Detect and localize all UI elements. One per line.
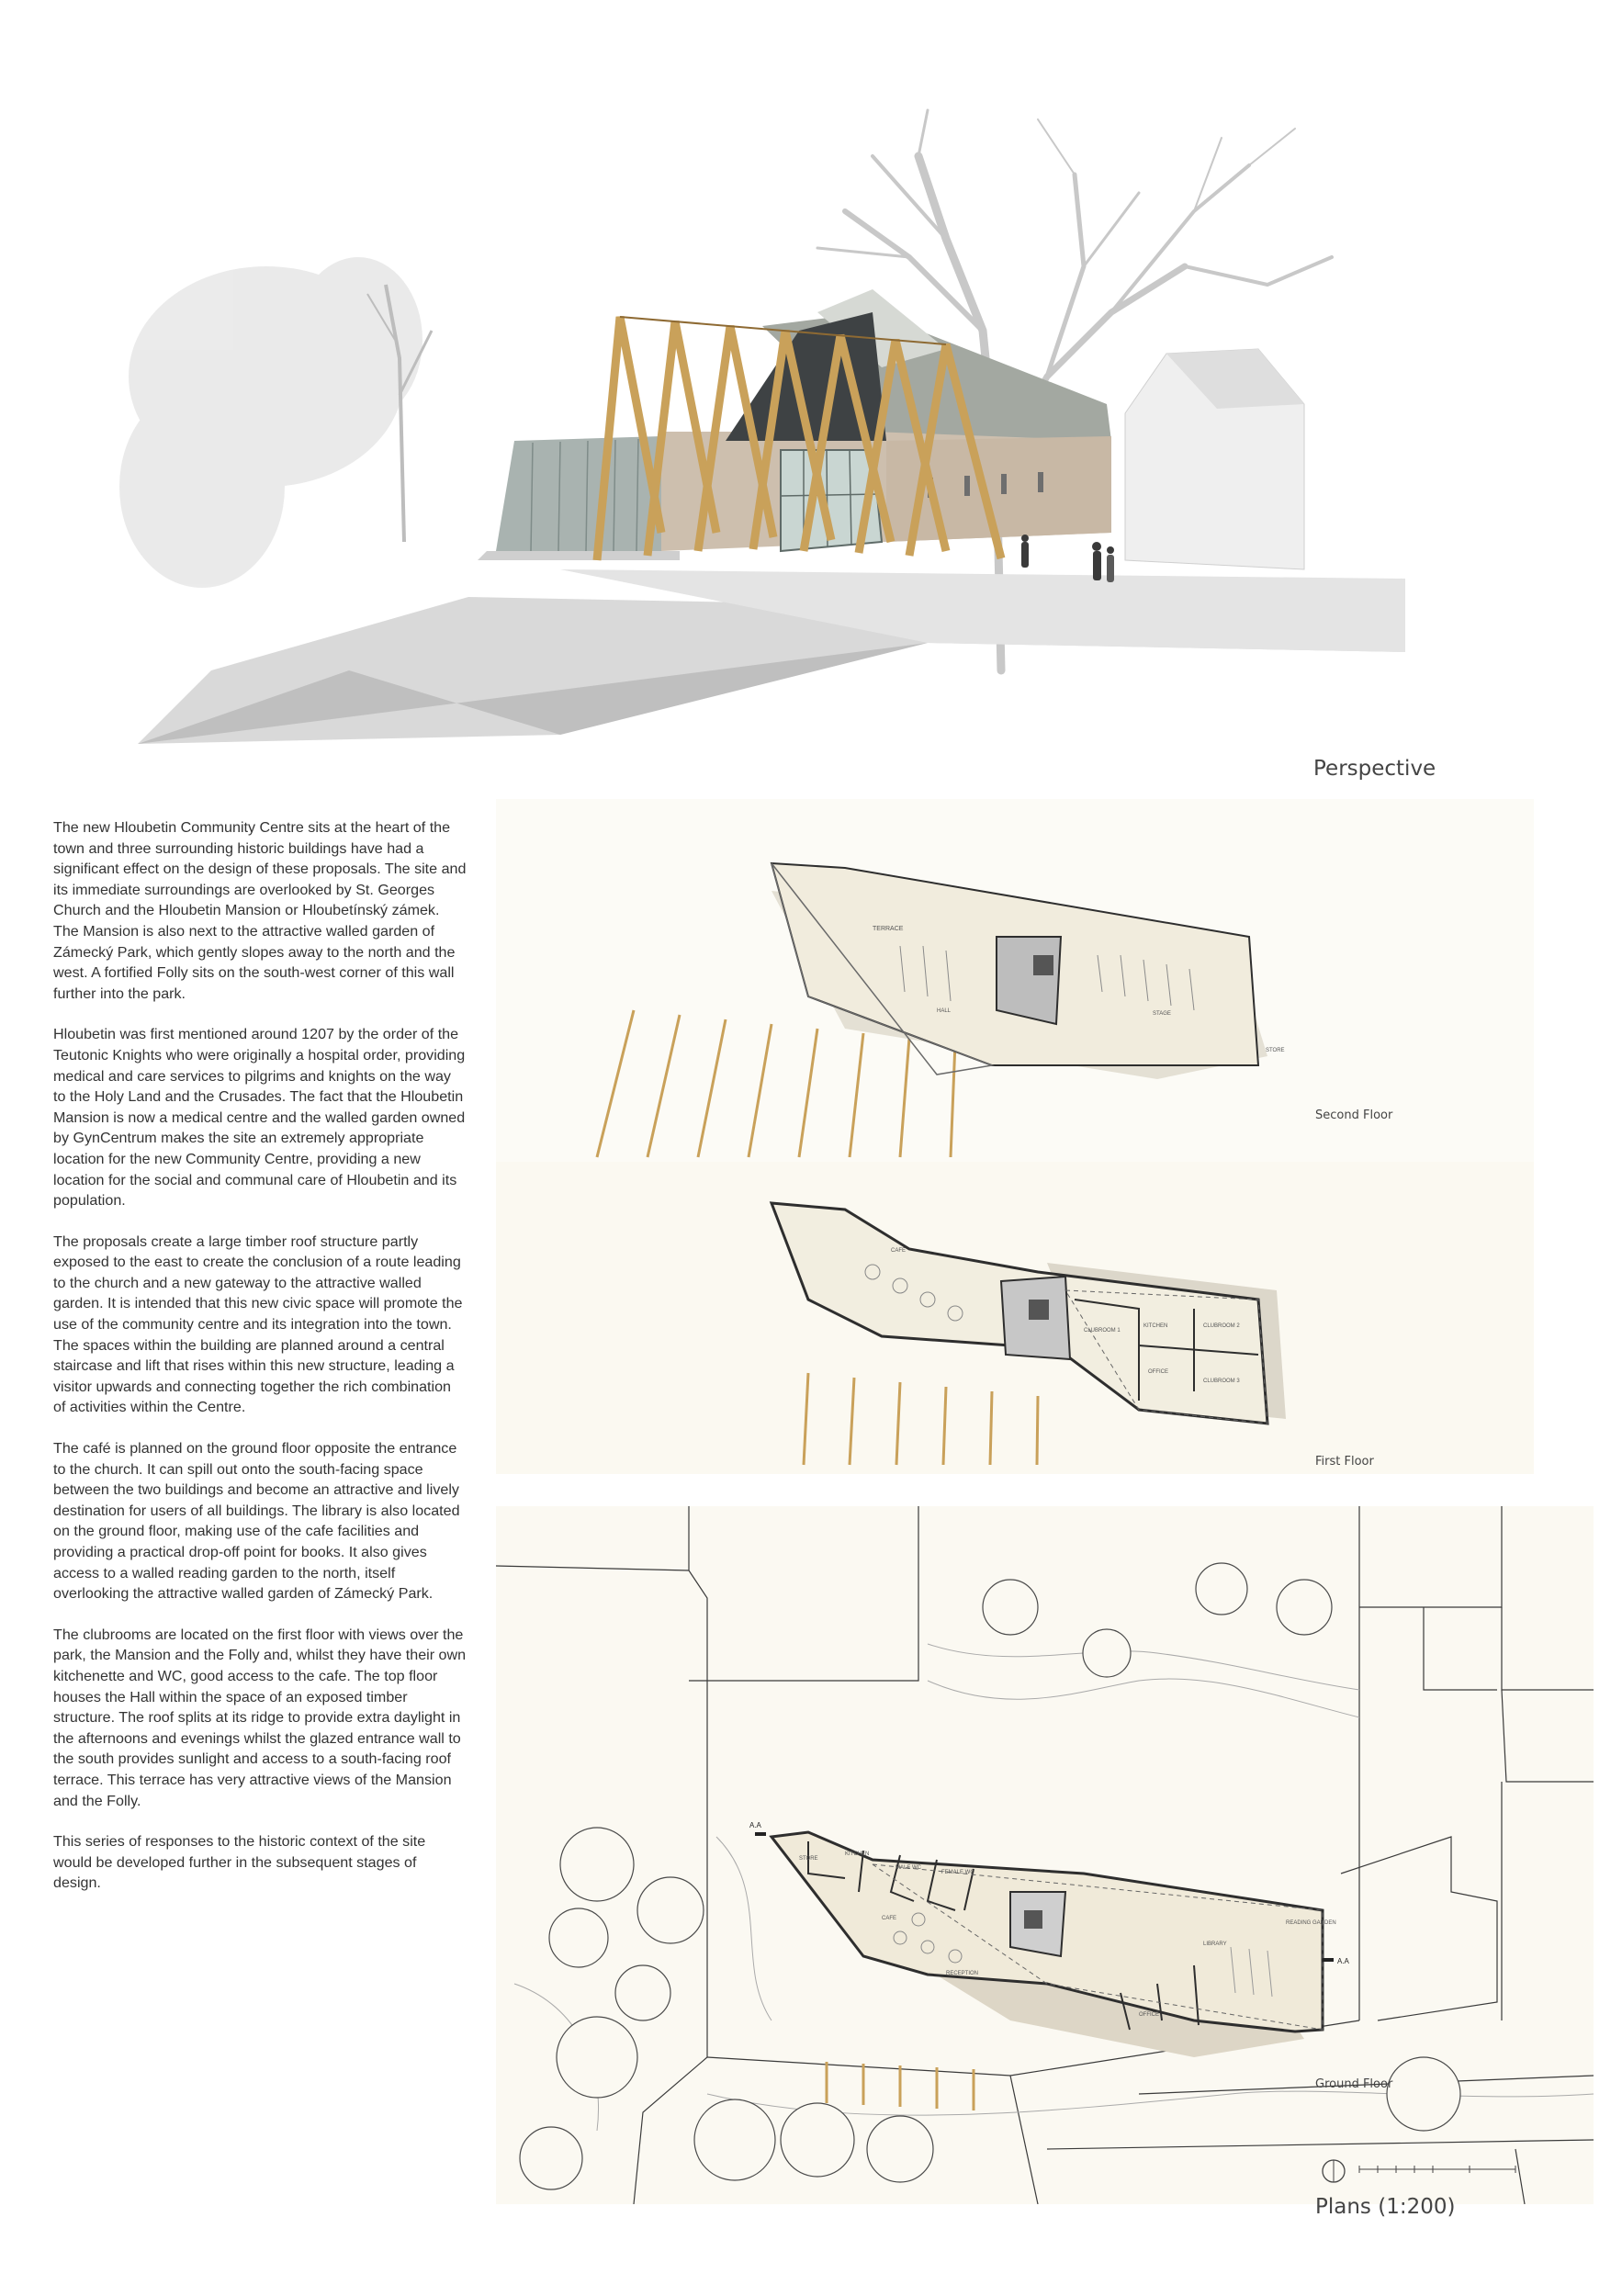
svg-text:RECEPTION: RECEPTION xyxy=(946,1971,979,1976)
svg-text:CLUBROOM 2: CLUBROOM 2 xyxy=(1203,1323,1240,1329)
svg-text:KITCHEN: KITCHEN xyxy=(845,1851,870,1857)
stair-core xyxy=(997,937,1061,1024)
first-floor-plan xyxy=(496,1162,1534,1474)
svg-text:FEMALE WC: FEMALE WC xyxy=(941,1870,974,1875)
svg-text:CLUBROOM 3: CLUBROOM 3 xyxy=(1203,1379,1240,1384)
svg-text:CLUBROOM 1: CLUBROOM 1 xyxy=(1084,1328,1121,1334)
paragraph: The clubrooms are located on the first floor with views over the park, the Mansion and the Folly and, whilst they have their own kitchenette and WC, good access to the cafe. The top floor houses the Hall within the space of an exposed timber structure. The roof splits at its ridge to provide extra daylight in the afternoons and evenings whilst the glazed entrance wall to the south provides sunlight and access to a south-facing roof terrace. This terrace has very attractive views of the Mansion and the Folly. xyxy=(53,1626,467,1809)
svg-text:HALL: HALL xyxy=(937,1008,952,1014)
svg-text:OFFICE: OFFICE xyxy=(1139,2012,1159,2018)
svg-text:CAFE: CAFE xyxy=(891,1248,907,1254)
ground-floor-plan xyxy=(496,1506,1594,2204)
ground-floor-caption: Ground Floor xyxy=(1315,2077,1393,2091)
paragraph: The café is planned on the ground floor opposite the entrance to the church. It can spill out onto the south-facing space between the two buildings and become an attractive and lively destination for users of all buildings. The library is also located on the ground floor, making use of the cafe facilities and providing a practical drop-off point for books. It also gives access to a walled reading garden to the north, itself overlooking the attractive walled garden of Zámecký Park. xyxy=(53,1440,460,1603)
svg-text:KITCHEN: KITCHEN xyxy=(1143,1323,1168,1329)
svg-text:A.A: A.A xyxy=(749,1821,761,1829)
svg-text:STAGE: STAGE xyxy=(1153,1011,1171,1017)
svg-text:OFFICE: OFFICE xyxy=(1148,1369,1168,1375)
svg-text:A.A: A.A xyxy=(1337,1957,1349,1965)
svg-text:STORE: STORE xyxy=(1266,1048,1285,1053)
svg-text:READING GARDEN: READING GARDEN xyxy=(1286,1920,1336,1926)
perspective-caption: Perspective xyxy=(1313,757,1436,781)
description-text xyxy=(53,817,467,1914)
svg-text:LIBRARY: LIBRARY xyxy=(1203,1941,1227,1947)
plans-caption: Plans (1:200) xyxy=(1315,2195,1456,2219)
first-floor-caption: First Floor xyxy=(1315,1455,1374,1469)
background-foliage xyxy=(119,257,422,588)
svg-text:MALE WC: MALE WC xyxy=(895,1865,922,1871)
perspective-rendering xyxy=(119,101,1405,753)
mansion-building xyxy=(1125,349,1304,569)
paragraph: This series of responses to the historic context of the site would be developed further in the subsequent stages of design. xyxy=(53,1833,426,1892)
paragraph: The new Hloubetin Community Centre sits at the heart of the town and three surrounding historic buildings have had a significant effect on the design of these proposals. The site and its immediate surroundings are overlooked by St. Georges Church and the Hloubetin Mansion or Hloubetínský zámek. The Mansion is also next to the attractive walled garden of Zámecký Park, which gently slopes away to the north and the west. A fortified Folly sits on the south-west corner of this wall further into the park. xyxy=(53,819,467,1002)
paragraph: Hloubetin was first mentioned around 1207 by the order of the Teutonic Knights who were originally a hospital order, providing medical and care services to pilgrims and knights on the way to the Holy Land and the Crusades. The fact that the Hloubetin Mansion is now a medical centre and the walled garden owned by GynCentrum makes the site an extremely appropriate location for the new Community Centre, providing a new location for the social and communal care of Hloubetin and its population. xyxy=(53,1026,466,1210)
svg-text:CAFE: CAFE xyxy=(882,1916,897,1921)
svg-text:STORE: STORE xyxy=(799,1856,818,1862)
paragraph: The proposals create a large timber roof structure partly exposed to the east to create the conclusion of a route leading to the church and a new gateway to the attractive walled garden. It is intended that this new civic space will promote the use of the community centre and its integration into the town. The spaces within the building are planned around a central staircase and lift that rises within this new structure, leading a visitor upwards and connecting together the rich combination of activities within the Centre. xyxy=(53,1232,463,1416)
second-floor-caption: Second Floor xyxy=(1315,1109,1393,1122)
svg-text:TERRACE: TERRACE xyxy=(873,926,904,932)
